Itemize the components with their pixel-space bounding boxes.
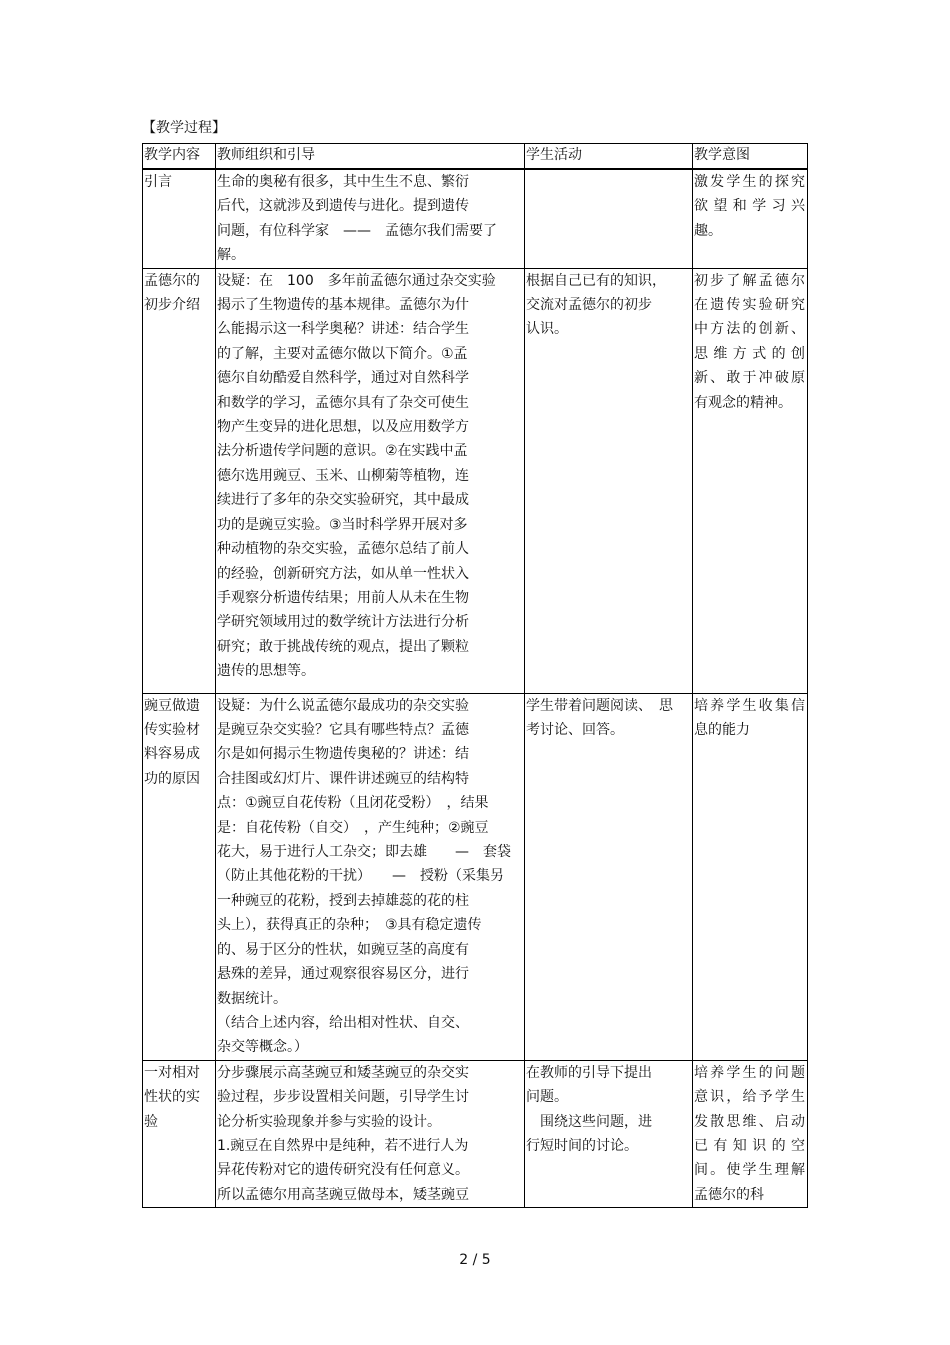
header-teacher-guidance: 教师组织和引导 xyxy=(216,144,525,170)
student-text: 学生带着问题阅读、 思 考讨论、回答。 xyxy=(526,697,673,739)
intent-text: 培养学生收集信息的能力 xyxy=(694,697,805,739)
student-cell xyxy=(525,169,693,268)
teacher-text: 分步骤展示高茎豌豆和矮茎豌豆的杂交实 验过程，步步设置相关问题，引导学生讨 论分析实验现象并参与实验的设计。 1.豌豆在自然界中是纯种，若不进行人为 异花传粉对它的遗传研究没有任何意义。 所以孟德尔用高茎豌豆做母本，矮茎豌豆 xyxy=(217,1064,469,1203)
teaching-process-table xyxy=(142,143,808,1208)
content-text: 孟德尔的初步介绍 xyxy=(144,272,200,314)
table-row xyxy=(143,693,808,1060)
table-header-row xyxy=(143,144,808,170)
intent-cell xyxy=(693,693,808,1060)
header-student-activity: 学生活动 xyxy=(525,144,693,170)
student-cell xyxy=(525,693,693,1060)
teacher-text: 生命的奥秘有很多，其中生生不息、繁衍 后代，这就涉及到遗传与进化。提到遗传 问题，有位科学家 —— 孟德尔我们需要了 解。 xyxy=(217,174,497,264)
content-cell xyxy=(143,693,216,1060)
student-cell xyxy=(525,1060,693,1207)
student-cell xyxy=(525,268,693,693)
header-teaching-content: 教学内容 xyxy=(143,144,216,170)
teacher-cell xyxy=(216,169,525,268)
intent-text: 培养学生的问题意识，给予学生发散思维、启动已有知识的空间。使学生理解孟德尔的科 xyxy=(694,1064,805,1203)
intent-cell xyxy=(693,1060,808,1207)
table-row xyxy=(143,169,808,268)
teacher-cell xyxy=(216,1060,525,1207)
intent-text: 激发学生的探究欲望和学习兴趣。 xyxy=(694,174,805,239)
page-number: 2 / 5 xyxy=(459,1252,491,1268)
content-cell xyxy=(143,169,216,268)
student-text: 在教师的引导下提出 问题。 围绕这些问题，进 行短时间的讨论。 xyxy=(526,1064,652,1154)
intent-cell xyxy=(693,268,808,693)
table-row xyxy=(143,268,808,693)
teacher-cell xyxy=(216,268,525,693)
content-text: 豌豆做遗传实验材料容易成功的原因 xyxy=(144,697,200,787)
content-text: 引言 xyxy=(144,174,172,190)
teacher-cell xyxy=(216,693,525,1060)
content-cell xyxy=(143,1060,216,1207)
student-text: 根据自己已有的知识， 交流对孟德尔的初步 认识。 xyxy=(526,272,666,338)
content-cell xyxy=(143,268,216,693)
header-teaching-intent: 教学意图 xyxy=(693,144,808,170)
intent-cell xyxy=(693,169,808,268)
teacher-text: 设疑：在 100 多年前孟德尔通过杂交实验 揭示了生物遗传的基本规律。孟德尔为什 么能揭示这一科学奥秘？讲述：结合学生 的了解，主要对孟德尔做以下简介。①孟 德尔自幼酷爱自然科学，通过对自然科学 和数学的学习，孟德尔具有了杂交可使生 物产生变异的进化思想，以及应用数学方 法分析遗传学问题的意识。②在实践中孟 德尔选用豌豆、玉米、山柳菊等植物，连 续进行了多年的杂交实验研究，其中最成 功的是豌豆实验。③当时科学界开展对多 种动植物的杂交实验，孟德尔总结了前人 的经验，创新研究方法，如从单一性状入 手观察分析遗传结果；用前人从未在生物 学研究领域用过的数学统计方法进行分析 研究；敢于挑战传统的观点，提出了颗粒 遗传的思想等。 xyxy=(217,272,496,680)
teacher-text: 设疑：为什么说孟德尔最成功的杂交实验 是豌豆杂交实验？它具有哪些特点？孟德 尔是如何揭示生物遗传奥秘的？讲述：结 合挂图或幻灯片、课件讲述豌豆的结构特 点：①豌豆自花传粉（且闭花受粉） ，结果 是：自花传粉（自交） ，产生纯种；②豌豆 花大，易于进行人工杂交；即去雄 — 套袋 （防止其他花粉的干扰） — 授粉（采集另 一种豌豆的花粉，授到去掉雄蕊的花的柱 头上），获得真正的杂种； ③具有稳定遗传 的、易于区分的性状，如豌豆茎的高度有 悬殊的差异，通过观察很容易区分，进行 数据统计。 （结合上述内容，给出相对性状、自交、 杂交等概念。） xyxy=(217,697,511,1056)
intent-text: 初步了解孟德尔在遗传实验研究中方法的创新、思维方式的创新、敢于冲破原有观念的精神。 xyxy=(694,272,805,411)
content-text: 一对相对性状的实验 xyxy=(144,1064,200,1130)
table-row xyxy=(143,1060,808,1207)
section-title: 【教学过程】 xyxy=(142,120,226,136)
